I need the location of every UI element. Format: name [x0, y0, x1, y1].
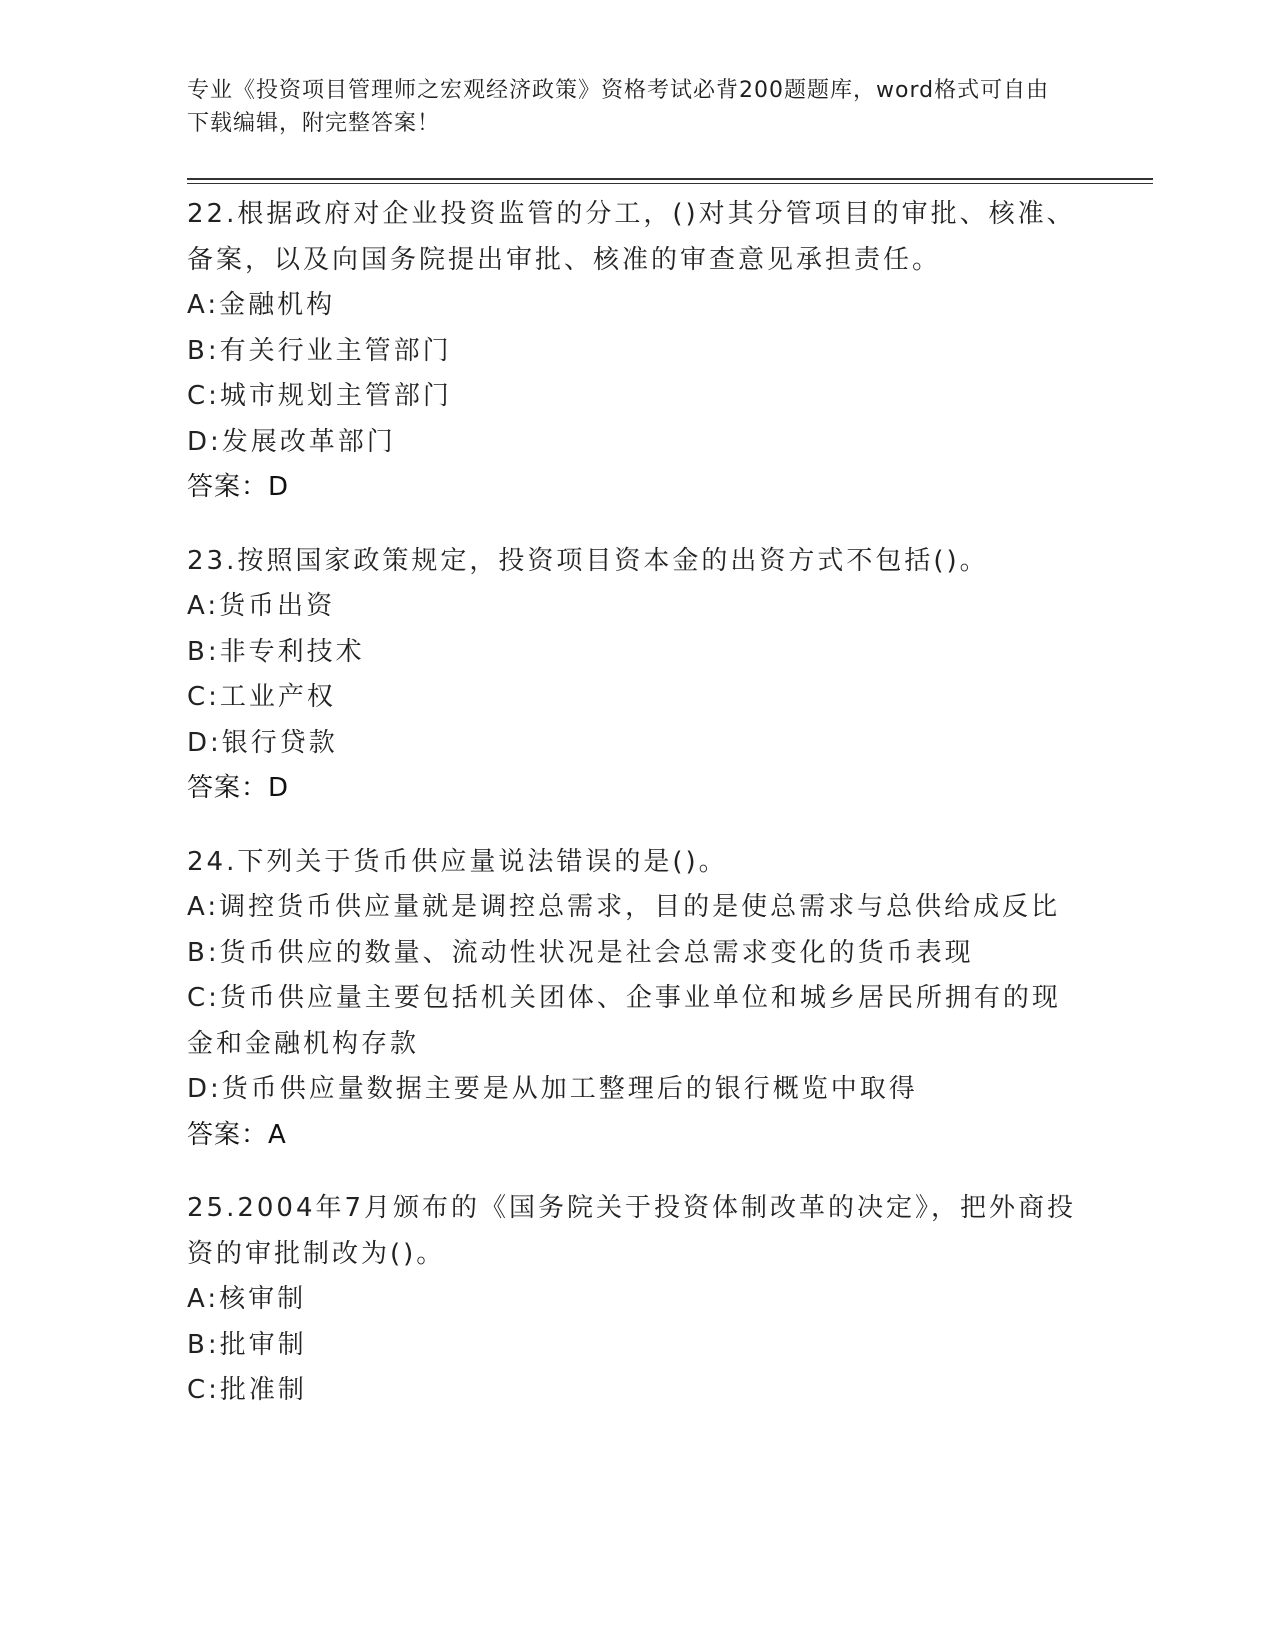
- question-item: [187, 192, 1087, 511]
- option-b: B:有关行业主管部门: [187, 335, 452, 366]
- question-stem: 25.2004年7月颁布的《国务院关于投资体制改革的决定》，把外商投资的审批制改为()。: [187, 1193, 1077, 1269]
- question-item: [187, 1186, 1087, 1414]
- option-d: D:发展改革部门: [187, 426, 396, 457]
- document-header: 专业《投资项目管理师之宏观经济政策》资格考试必背200题题库，word格式可自由下载编辑，附完整答案！: [187, 78, 1050, 136]
- question-stem: 24.下列关于货币供应量说法错误的是()。: [187, 846, 728, 877]
- option-b: B:非专利技术: [187, 636, 365, 667]
- answer-line: 答案：A: [187, 1119, 287, 1150]
- header-divider-thin: [187, 183, 1153, 184]
- option-c: C:城市规划主管部门: [187, 381, 452, 411]
- option-a: A:核审制: [187, 1284, 307, 1314]
- question-item: [187, 539, 1087, 812]
- option-a: A:货币出资: [187, 591, 336, 621]
- option-d: D:银行贷款: [187, 727, 338, 758]
- answer-line: 答案：D: [187, 773, 290, 803]
- option-a: A:调控货币供应量就是调控总需求，目的是使总需求与总供给成反比: [187, 892, 1061, 922]
- option-c: C:批准制: [187, 1375, 307, 1405]
- question-stem: 23.按照国家政策规定，投资项目资本金的出资方式不包括()。: [187, 545, 989, 576]
- option-d: D:货币供应量数据主要是从加工整理后的银行概览中取得: [187, 1074, 918, 1104]
- option-c: C:工业产权: [187, 682, 336, 712]
- header-divider: [187, 178, 1153, 180]
- option-b: B:货币供应的数量、流动性状况是社会总需求变化的货币表现: [187, 937, 974, 968]
- question-item: [187, 840, 1087, 1159]
- question-list: [187, 192, 1087, 1442]
- option-c: C:货币供应量主要包括机关团体、企事业单位和城乡居民所拥有的现金和金融机构存款: [187, 983, 1061, 1059]
- option-b: B:批审制: [187, 1329, 307, 1360]
- answer-line: 答案：D: [187, 472, 290, 502]
- option-a: A:金融机构: [187, 290, 336, 320]
- question-stem: 22.根据政府对企业投资监管的分工，()对其分管项目的审批、核准、备案，以及向国务院提出审批、核准的审查意见承担责任。: [187, 199, 1076, 275]
